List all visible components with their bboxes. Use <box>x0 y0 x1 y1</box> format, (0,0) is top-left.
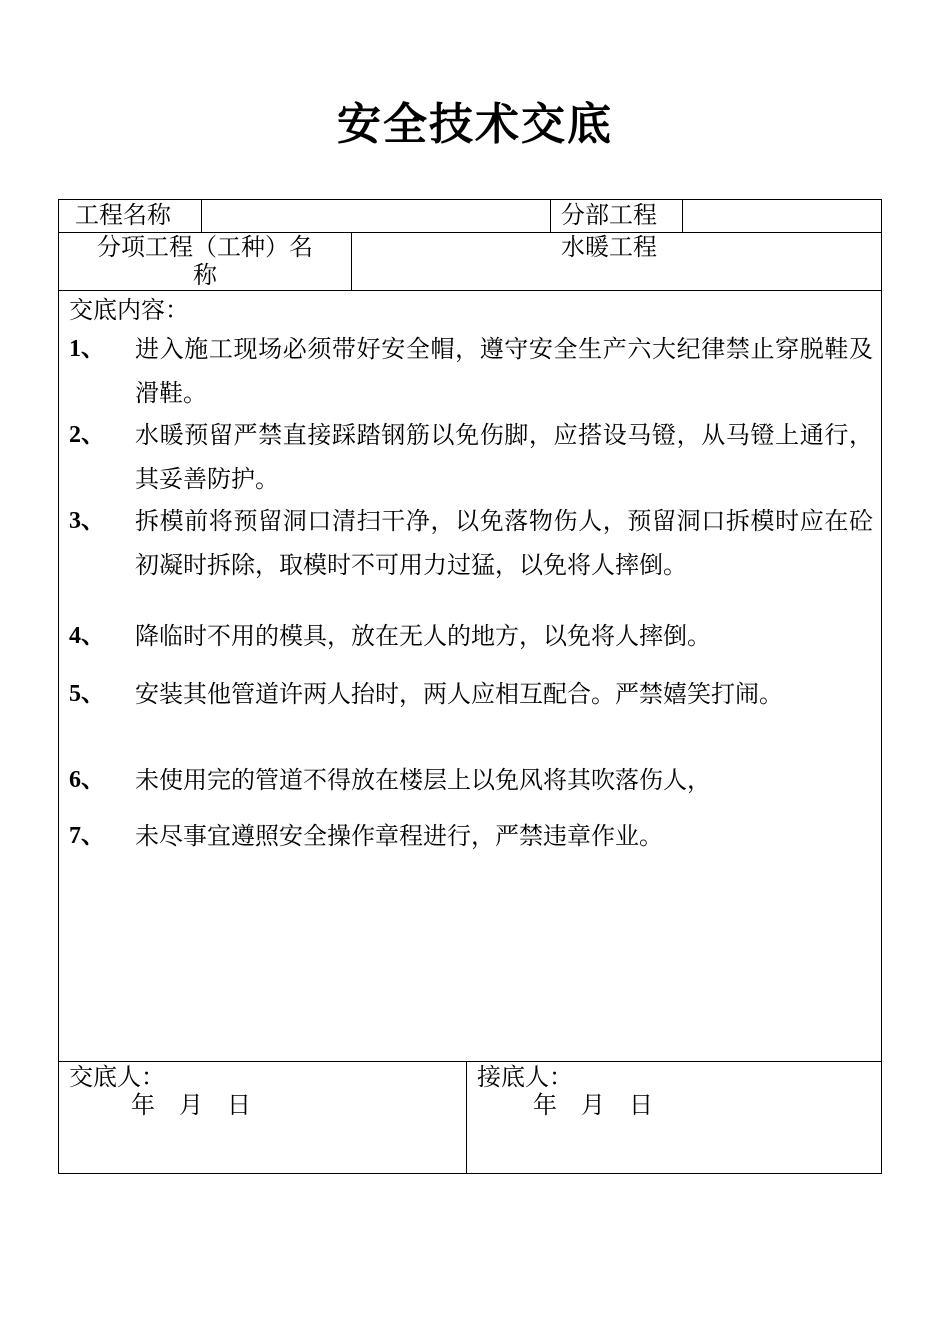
list-item <box>69 614 873 658</box>
division-label: 分部工程 <box>561 201 657 229</box>
col-divider <box>466 1061 467 1173</box>
list-item <box>69 814 873 858</box>
col-divider <box>682 200 683 232</box>
subitem-label <box>59 233 351 289</box>
item-text: 安装其他管道许两人抬时，两人应相互配合。严禁嬉笑打闹。 <box>135 680 783 708</box>
row-divider <box>59 1061 881 1062</box>
item-number: 2、 <box>69 422 105 448</box>
giver-date[interactable]: 年 月 日 <box>131 1091 251 1119</box>
receiver-label: 接底人： <box>477 1063 573 1091</box>
list-item <box>69 327 873 415</box>
item-number: 1、 <box>69 336 105 362</box>
item-number: 7、 <box>69 823 105 849</box>
list-item <box>69 672 873 716</box>
receiver-date[interactable]: 年 月 日 <box>533 1091 653 1119</box>
list-item <box>69 413 873 501</box>
subitem-value: 水暖工程 <box>561 233 657 261</box>
giver-label: 交底人： <box>69 1063 165 1091</box>
page-title: 安全技术交底 <box>337 99 613 150</box>
item-text <box>135 499 873 587</box>
item-number: 5、 <box>69 681 105 707</box>
project-name-label: 工程名称 <box>75 201 171 229</box>
item-number: 6、 <box>69 767 105 793</box>
item-number: 3、 <box>69 508 105 534</box>
item-text: 降临时不用的模具，放在无人的地方，以免将人摔倒。 <box>135 622 711 650</box>
list-item <box>69 499 873 587</box>
item-text: 未尽事宜遵照安全操作章程进行，严禁违章作业。 <box>135 822 663 850</box>
col-divider <box>201 200 202 232</box>
disclosure-form <box>58 199 882 1174</box>
item-text: 未使用完的管道不得放在楼层上以免风将其吹落伤人， <box>135 766 711 794</box>
list-item <box>69 758 873 802</box>
item-text: 水暖预留严禁直接踩踏钢筋以免伤脚，应搭设马镫，从马镫上通行，其妥善防护。 <box>135 421 873 493</box>
col-divider <box>351 232 352 290</box>
content-label: 交底内容： <box>69 296 189 324</box>
subitem-label-line1: 分项工程（工种）名 <box>97 233 313 261</box>
item-number: 4、 <box>69 623 105 649</box>
item-text-content: 拆模前将预留洞口清扫干净，以免落物伤人，预留洞口拆模时应在砼初凝时拆除，取模时不可用力过猛，以免将人摔倒。 <box>135 507 873 579</box>
col-divider <box>550 200 551 232</box>
item-text: 进入施工现场必须带好安全帽，遵守安全生产六大纪律禁止穿脱鞋及滑鞋。 <box>135 335 873 407</box>
subitem-label-line2: 称 <box>193 261 217 289</box>
